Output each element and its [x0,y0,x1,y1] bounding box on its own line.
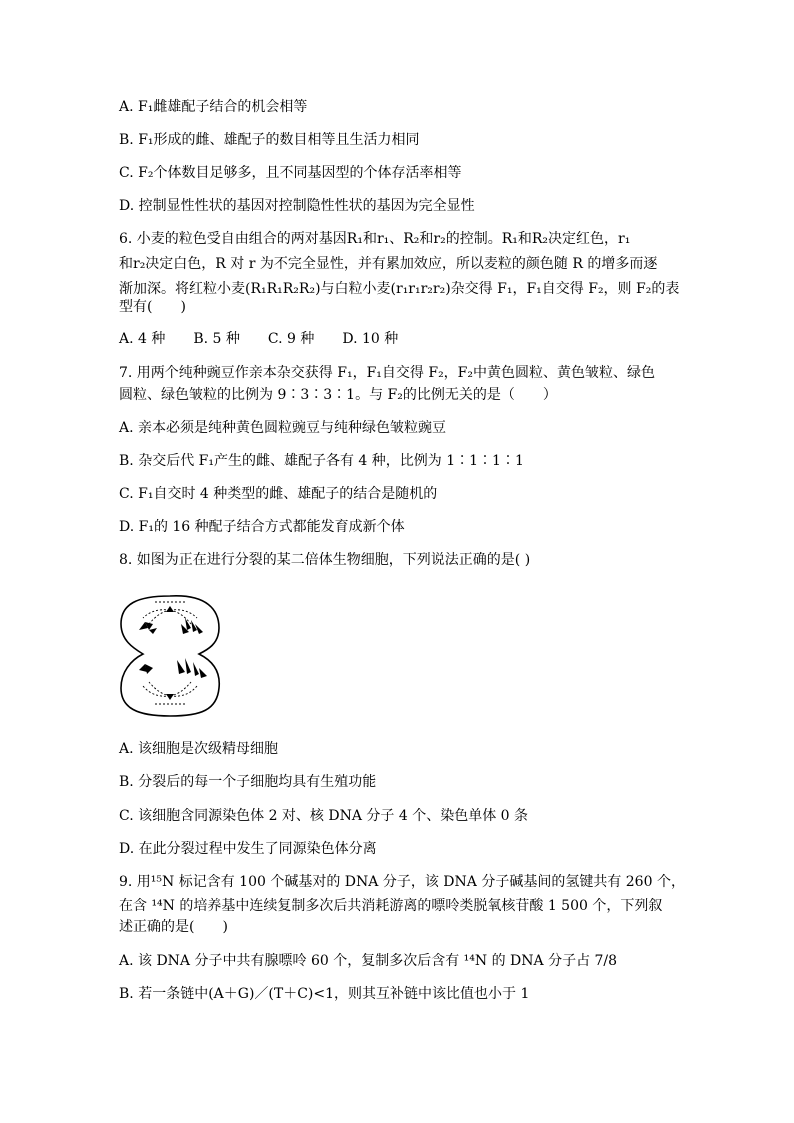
dividing-cell-figure [115,588,225,720]
q8-stem: 8. 如图为正在进行分裂的某二倍体生物细胞，下列说法正确的是( ) [119,552,531,568]
q5-option-b: B. F₁形成的雌、雄配子的数目相等且生活力相同 [119,132,420,148]
q7-stem-line-2: 圆粒、绿色皱粒的比例为 9∶3∶3∶1。与 F₂的比例无关的是（ ） [119,387,557,403]
q5-option-c: C. F₂个体数目足够多，且不同基因型的个体存活率相等 [119,165,462,181]
q6-stem-line-4: 型有( ) [119,299,186,315]
q8-option-a: A. 该细胞是次级精母细胞 [119,741,279,757]
q8-option-c: C. 该细胞含同源染色体 2 对、核 DNA 分子 4 个、染色单体 0 条 [119,808,529,824]
bottom-spindle-fibers [143,682,197,704]
bottom-chromosomes [139,658,207,678]
q6-stem-line-2: 和r₂决定白色，R 对 r 为不完全显性，并有累加效应，所以麦粒的颜色随 R 的增多而逐 [119,256,658,272]
q7-option-d: D. F₁的 16 种配子结合方式都能发育成新个体 [119,519,405,535]
q8-option-b: B. 分裂后的每一个子细胞均具有生殖功能 [119,774,377,790]
top-chromosomes [139,618,203,634]
q9-stem-line-2: 在含 ¹⁴N 的培养基中连续复制多次后共消耗游离的嘌呤类脱氧核苷酸 1 500 个，下列叙 [119,898,663,914]
bottom-centrosome [166,694,174,700]
q7-stem-line-1: 7. 用两个纯种豌豆作亲本杂交获得 F₁，F₁自交得 F₂，F₂中黄色圆粒、黄色皱粒、绿色 [119,365,656,381]
q6-stem-line-1: 6. 小麦的粒色受自由组合的两对基因R₁和r₁、R₂和r₂的控制。R₁和R₂决定红色，r₁ [119,231,631,247]
q7-option-b: B. 杂交后代 F₁产生的雌、雄配子各有 4 种，比例为 1∶1∶1∶1 [119,453,524,469]
q7-option-a: A. 亲本必须是纯种黄色圆粒豌豆与纯种绿色皱粒豌豆 [119,420,447,436]
q5-option-a: A. F₁雌雄配子结合的机会相等 [119,99,308,115]
top-spindle-fibers [143,602,197,624]
q6-options: A. 4 种 B. 5 种 C. 9 种 D. 10 种 [119,331,399,347]
q9-option-a: A. 该 DNA 分子中共有腺嘌呤 60 个，复制多次后含有 ¹⁴N 的 DNA 分子占 7/8 [119,953,618,969]
q9-stem-line-3: 述正确的是( ) [119,919,228,935]
q7-option-c: C. F₁自交时 4 种类型的雌、雄配子的结合是随机的 [119,486,438,502]
q9-option-b: B. 若一条链中(A＋G)／(T＋C)<1，则其互补链中该比值也小于 1 [119,986,530,1002]
q5-option-d: D. 控制显性性状的基因对控制隐性性状的基因为完全显性 [119,198,475,214]
q6-stem-line-3: 渐加深。将红粒小麦(R₁R₁R₂R₂)与白粒小麦(r₁r₁r₂r₂)杂交得 F₁，F₁自交得 F₂，则 F₂的表 [119,281,680,297]
q8-option-d: D. 在此分裂过程中发生了同源染色体分离 [119,841,377,857]
q9-stem-line-1: 9. 用¹⁵N 标记含有 100 个碱基对的 DNA 分子，该 DNA 分子碱基间的氢键共有 260 个， [119,874,685,890]
top-centrosome [166,606,174,612]
